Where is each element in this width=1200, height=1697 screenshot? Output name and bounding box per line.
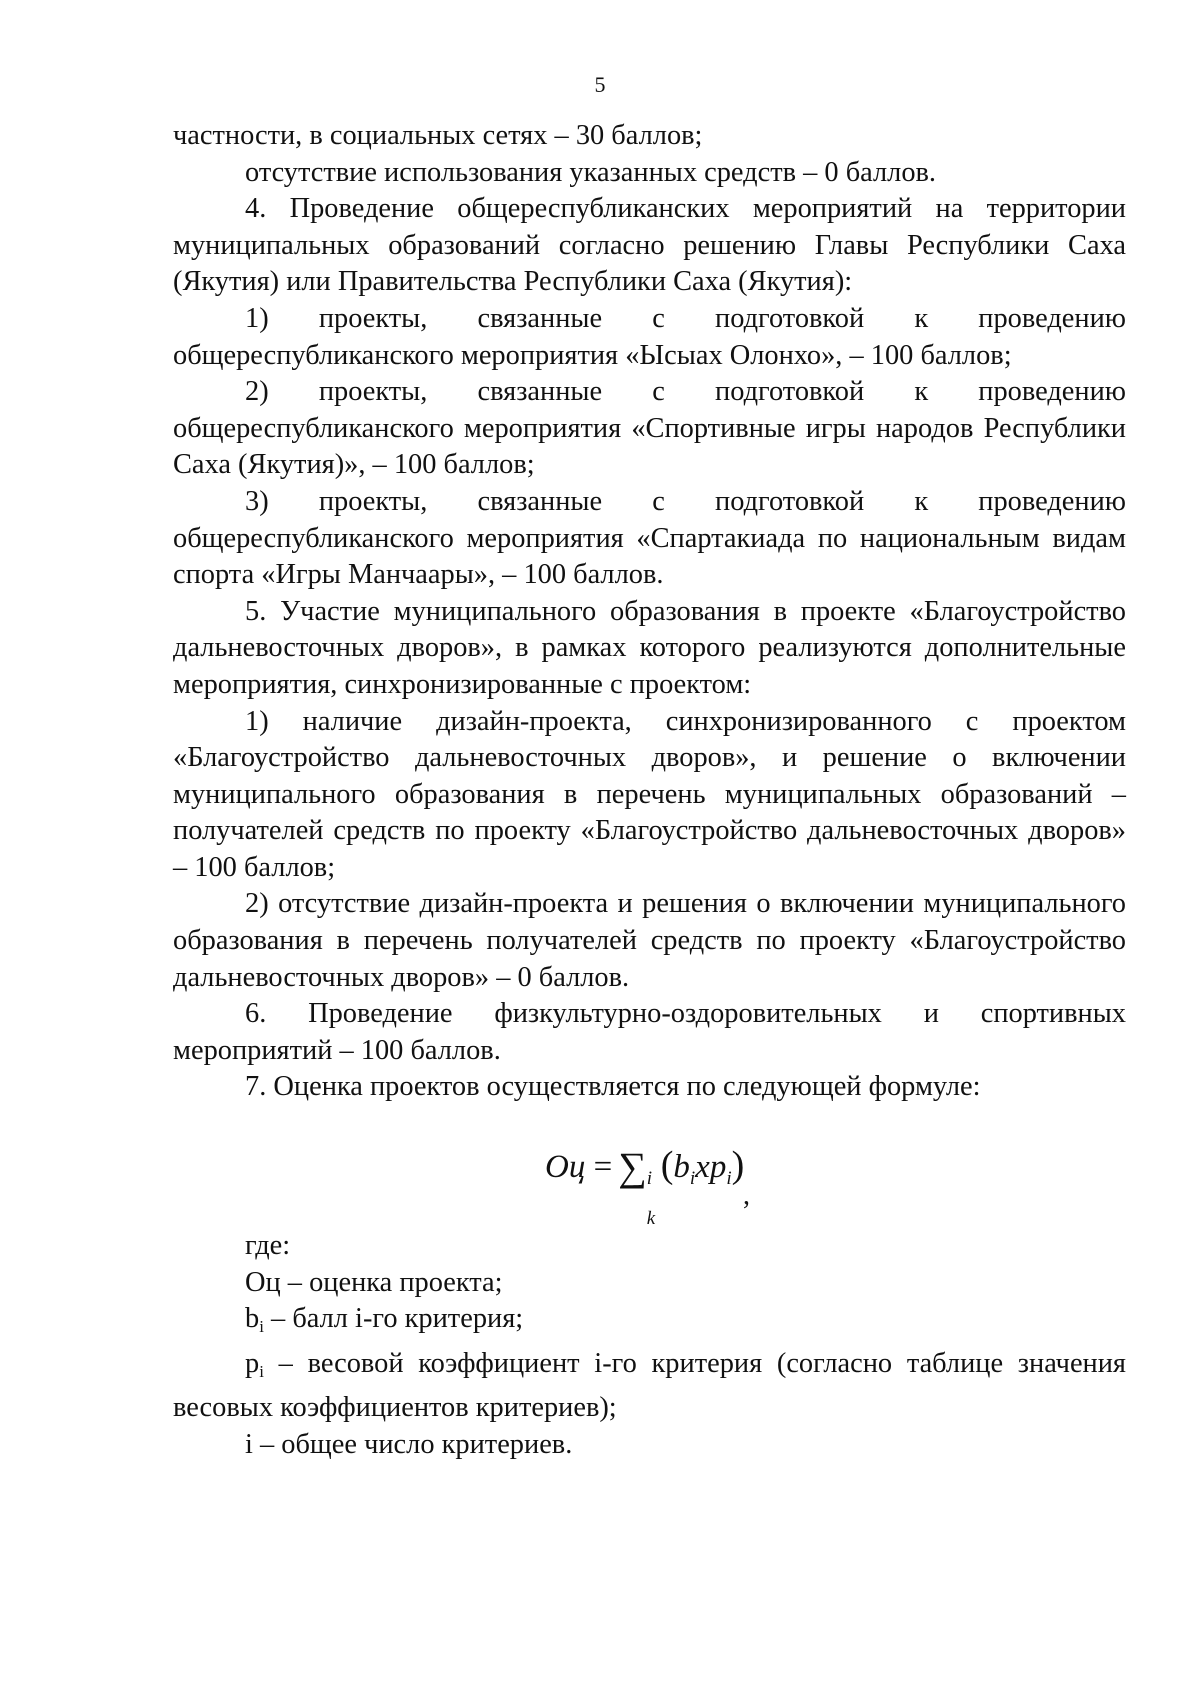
definition-p <box>173 1346 1126 1427</box>
p-symbol: p <box>245 1347 260 1379</box>
paragraph: 7. Оценка проектов осуществляется по следующей формуле: <box>245 1071 981 1103</box>
formula-expression <box>545 1144 745 1230</box>
formula-p-subscript: i <box>726 1168 732 1190</box>
page-number: 5 <box>594 72 606 97</box>
paragraph: 1) проекты, связанные с подготовкой к проведению общереспубликанского мероприятия «Ысыах Олонхо», – 100 баллов; <box>173 302 1126 371</box>
paragraph: 2) проекты, связанные с подготовкой к проведению общереспубликанского мероприятия «Спортивные игры народов Республики Саха (Якутия)», – 100 баллов; <box>173 376 1126 481</box>
paragraph: 6. Проведение физкультурно-оздоровительных и спортивных мероприятий – 100 баллов. <box>173 998 1126 1066</box>
p-subscript: i <box>259 1361 264 1381</box>
formula-p: p <box>709 1149 727 1186</box>
sum-symbol: ∑ <box>618 1144 647 1190</box>
close-paren: ) <box>731 1144 745 1187</box>
paragraph: 3) проекты, связанные с подготовкой к проведению общереспубликанского мероприятия «Спартакиада по национальным видам спорта «Игры Манчаары», – 100 баллов. <box>173 485 1126 591</box>
score-formula <box>173 1128 1126 1230</box>
formula-lhs: Оц <box>545 1149 586 1186</box>
formula-b: b <box>673 1149 690 1186</box>
p-description: – весовой коэффициент i-го критерия (согласно таблице значения весовых коэффициентов критериев); <box>173 1347 1126 1424</box>
b-subscript: i <box>259 1317 264 1337</box>
formula-x: x <box>695 1149 710 1186</box>
sum-upper-limit: i <box>646 1168 653 1190</box>
paragraph: частности, в социальных сетях – 30 баллов; <box>173 120 703 151</box>
paragraph: отсутствие использования указанных средств – 0 баллов. <box>245 156 937 188</box>
paragraph: 5. Участие муниципального образования в проекте «Благоустройство дальневосточных дворов», в рамках которого реализуются дополнительные мероприятия, синхронизированные с проектом: <box>173 595 1126 700</box>
paragraph: 2) отсутствие дизайн-проекта и решения о включении муниципального образования в перечень получателей средств по проекту «Благоустройство дальневосточных дворов» – 0 баллов. <box>173 888 1126 993</box>
definition-intro: где: <box>245 1230 291 1262</box>
formula-comma: , <box>743 1180 750 1212</box>
b-symbol: b <box>245 1303 260 1335</box>
b-description: – балл i-го критерия; <box>263 1303 524 1335</box>
definition-i: i – общее число критериев. <box>245 1429 573 1460</box>
formula-b-subscript: i <box>689 1168 696 1190</box>
document-body <box>173 118 1126 1464</box>
formula-equals: = <box>593 1149 613 1186</box>
definition-b <box>173 1301 1126 1346</box>
open-paren: ( <box>660 1144 674 1187</box>
sum-lower-limit: k <box>646 1208 656 1230</box>
sum-limits <box>646 1167 661 1230</box>
paragraph: 4. Проведение общереспубликанских мероприятий на территории муниципальных образований согласно решению Главы Республики Саха (Якутия) или Правительства Республики Саха (Якутия): <box>173 193 1126 298</box>
definition-oc: Оц – оценка проекта; <box>245 1266 503 1298</box>
paragraph: 1) наличие дизайн-проекта, синхронизированного с проектом «Благоустройство дальневосточных дворов», и решение о включении муниципального образования в перечень муниципальных образований – получателей средств по проекту «Благоустройство дальневосточных дворов» – 100 баллов; <box>173 705 1126 883</box>
